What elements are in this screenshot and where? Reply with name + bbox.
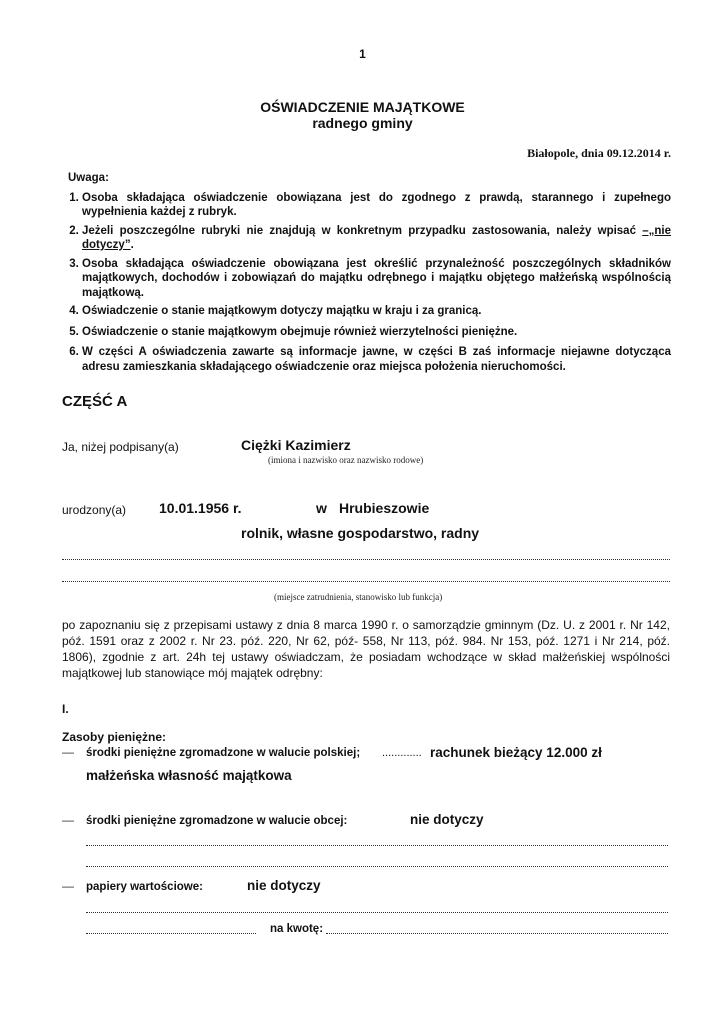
dash-bullet: — [62, 745, 74, 759]
dotted-line [62, 581, 670, 582]
place-and-date: Białopole, dnia 09.12.2014 r. [527, 146, 671, 160]
note-item: 3. Osoba składająca oświadczenie obowiązana jest określić przynależność poszczególnych składników majątkowych, dochodów i zobowiązań do majątku odrębnego i majątku objętego małżeńską wspólnością majątkową. [82, 257, 671, 301]
dotted-line [86, 845, 668, 846]
dotted-line [86, 866, 668, 867]
pln-funds-label: środki pieniężne zgromadzone w walucie polskiej; [86, 747, 361, 759]
name-caption: (imiona i nazwisko oraz nazwisko rodowe) [268, 455, 424, 465]
section-numeral: I. [62, 702, 69, 716]
note-item: 5. Oświadczenie o stanie majątkowym obejmuje również wierzytelności pieniężne. [82, 325, 671, 340]
page-number: 1 [359, 47, 366, 61]
birth-place: Hrubieszowie [339, 500, 430, 516]
occupation: rolnik, własne gospodarstwo, radny [241, 525, 480, 541]
birth-date: 10.01.1956 r. [159, 500, 242, 516]
notes-block [68, 171, 671, 378]
page-subtitle: radnego gminy [312, 115, 413, 131]
dash-bullet: — [62, 813, 74, 827]
note-item: 2. Jeżeli poszczególne rubryki nie znajdują w konkretnym przypadku zastosowania, należy wpisać –„nie dotyczy”. [82, 224, 671, 253]
dotted-line [86, 933, 256, 934]
pln-funds-dots: ............. [382, 747, 422, 759]
notes-heading: Uwaga: [68, 172, 109, 184]
signed-label: Ja, niżej podpisany(a) [62, 440, 179, 454]
foreign-funds-value: nie dotyczy [410, 812, 484, 827]
declarant-name: Ciężki Kazimierz [241, 437, 351, 453]
note-item: 4. Oświadczenie o stanie majątkowym dotyczy majątku w kraju i za granicą. [82, 304, 671, 319]
foreign-funds-label: środki pieniężne zgromadzone w walucie obcej: [86, 815, 348, 827]
pln-funds-ownership: małżeńska własność majątkowa [86, 768, 292, 783]
dotted-line [62, 559, 670, 560]
statement-paragraph: po zapoznaniu się z przepisami ustawy z dnia 8 marca 1990 r. o samorządzie gminnym (Dz. U. z 2001 r. Nr 142, póź. 1591 oraz z 2002 r. Nr 23. póź. 220, Nr 62, póź- 558, Nr 113, póź. 984. Nr 153, póź. 1271 i Nr 214, póź. 1806), zgodnie z art. 24h tej ustawy oświadczam, że posiadam wchodzące w skład małżeńskiej wspólności majątkowej lub stanowiące mój majątek odrębny: [62, 618, 670, 680]
occupation-caption: (miejsce zatrudnienia, stanowisko lub funkcja) [274, 592, 443, 602]
page-title: OŚWIADCZENIE MAJĄTKOWE [260, 99, 465, 115]
note-item: 6. W części A oświadczenia zawarte są informacje jawne, w części B zaś informacje niejawne dotycząca adresu zamieszkania składającego oświadczenie oraz miejsca położenia nieruchomości. [82, 345, 671, 374]
in-word: w [316, 500, 327, 516]
born-label: urodzony(a) [62, 503, 127, 517]
notes-list [68, 191, 671, 375]
section-heading: Zasoby pieniężne: [62, 730, 167, 744]
dash-bullet: — [62, 879, 74, 893]
pln-funds-value: rachunek bieżący 12.000 zł [430, 745, 602, 760]
securities-label: papiery wartościowe: [86, 881, 203, 893]
amount-label: na kwotę: [270, 923, 324, 935]
dotted-line [326, 933, 668, 934]
dotted-line [86, 912, 668, 913]
securities-value: nie dotyczy [247, 878, 321, 893]
part-a-heading: CZĘŚĆ A [62, 393, 128, 410]
note-item: 1. Osoba składająca oświadczenie obowiązana jest do zgodnego z prawdą, starannego i zupełnego wypełnienia każdej z rubryk. [82, 191, 671, 220]
not-applicable-phrase: –„nie dotyczy” [82, 224, 671, 251]
